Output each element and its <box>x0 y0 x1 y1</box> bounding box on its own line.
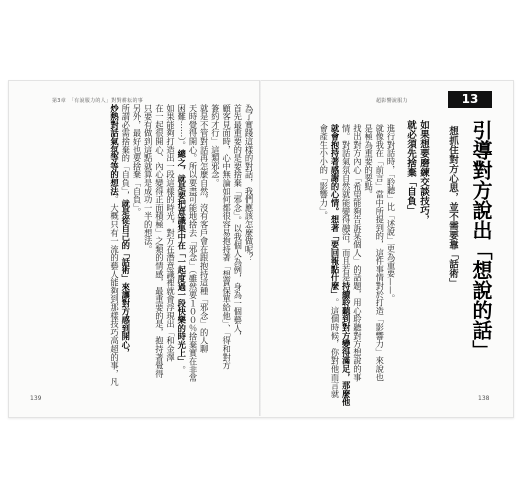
text-run: 。 <box>176 365 187 374</box>
text-line <box>404 120 417 320</box>
right-page-number: 138 <box>478 395 490 402</box>
text-run: 如果能夠打造出一段這樣的時光，對方在潛意識裡就會浮現出「和金澤 <box>165 104 176 362</box>
text-line <box>351 124 362 394</box>
left-page-number: 139 <box>30 395 42 402</box>
text-run: 會產生小小的「影響力」。 <box>318 124 329 220</box>
text-run: 就像我在「前言」當中所提到的，這件事情對於打造「影響力」來說也 <box>374 124 385 382</box>
text-line <box>329 124 340 398</box>
text-line <box>469 120 493 360</box>
text-run: 找出對方內心「希望能夠告訴某個人」的話題，用心聆聽對方想說的事 <box>352 124 363 382</box>
chapter-number-badge: 13 <box>448 91 492 108</box>
text-line <box>340 124 352 407</box>
text-run: 進行對話時，「聆聽」比「述說」更為重要——。 <box>386 124 396 303</box>
right-page-body <box>276 124 396 407</box>
text-run: 。這個時候，你對他而言就 <box>329 298 340 398</box>
text-line <box>142 104 153 394</box>
text-line <box>243 104 254 394</box>
text-run: 首先最重要的是要捨棄「邪念」。以我個人為例，身為一個藝人， <box>232 104 243 341</box>
text-run: 顧客見面時，心中無論如何都很容易抱持著「想賣保單給他」、「得和對方 <box>221 104 232 370</box>
text-run: 就是不管對話再怎麼自然，沒有客戶會在跟抱持這種「邪念」的人聊 <box>199 104 210 353</box>
bold-text-run: 炒熱對話氣氛等等的想法 <box>109 104 120 196</box>
text-line <box>209 104 220 394</box>
left-running-header: 第3章 「有說服力的人」對對耕耘的事 <box>52 98 144 104</box>
left-page-body <box>90 104 254 394</box>
text-run: 只要有做到這點就算是成功一半的想法。 <box>143 104 154 254</box>
bold-text-run: 就會抱持著感謝的心情。想著「要回報點什麼」 <box>329 124 340 299</box>
text-run: 就必須先捨棄「自負」 <box>405 120 416 215</box>
text-line <box>131 104 142 394</box>
text-line <box>417 120 430 320</box>
text-run: 是極為重要的要點。 <box>363 124 374 199</box>
text-line <box>374 124 385 394</box>
text-line <box>446 126 458 306</box>
text-line <box>362 124 373 394</box>
text-line <box>153 104 164 394</box>
book-gutter <box>259 80 261 416</box>
text-line <box>385 124 396 394</box>
bold-text-run: 就是從自己的「話術」來讓對方感到開心， <box>120 199 131 358</box>
text-line <box>176 104 187 394</box>
text-run: 為了實踐這樣的對話，我們應該怎麼做呢？ <box>244 104 254 262</box>
text-run: 引導對方說出「想說的話」 <box>469 120 493 360</box>
text-run: 所謂必需捨棄的「自負」， <box>120 104 131 200</box>
text-run: 想抓住對方心思，並不需要靠「話術」 <box>447 126 458 288</box>
text-run: 天時覺得開心。所以要盡可能地捨去「邪念」（雖然要１００％捨棄實在非常 <box>187 104 198 383</box>
text-line <box>220 104 231 394</box>
bold-text-run: 總之，就是要把意識集中在「一起度過一段快樂的時光上」 <box>176 149 187 366</box>
text-line <box>198 104 209 394</box>
bold-text-run: 持續聆聽到對方變得滿足，那麼他 <box>341 281 352 407</box>
text-run: 情。對話氣氛自然就能變得融洽，而且若是 <box>341 124 352 282</box>
text-run: 另外，最好也要捨棄「自負」。 <box>131 104 142 217</box>
text-line <box>187 104 198 394</box>
text-line <box>120 104 131 394</box>
text-run: 。大概只有一流的藝人能夠到那樣技巧高超的事，凡 <box>109 195 120 387</box>
text-run: 困難⋯⋯）。 <box>176 104 187 150</box>
text-line <box>318 124 329 394</box>
text-run: 如果想要磨練交談技巧， <box>418 120 429 225</box>
lead-heading <box>404 120 430 320</box>
text-run: 在一起很開心、內心變得正面積極」之類的情感，最重要的是，抱持著覺得 <box>154 104 165 378</box>
text-run: 簽約才行」這類邪念。 <box>210 104 221 187</box>
text-line <box>232 104 243 394</box>
section-title <box>469 120 493 360</box>
text-line <box>164 104 175 394</box>
right-running-header: 超影響說服力 <box>376 98 408 104</box>
section-subtitle <box>446 126 458 306</box>
book-spread <box>8 80 514 418</box>
text-line <box>108 104 119 394</box>
